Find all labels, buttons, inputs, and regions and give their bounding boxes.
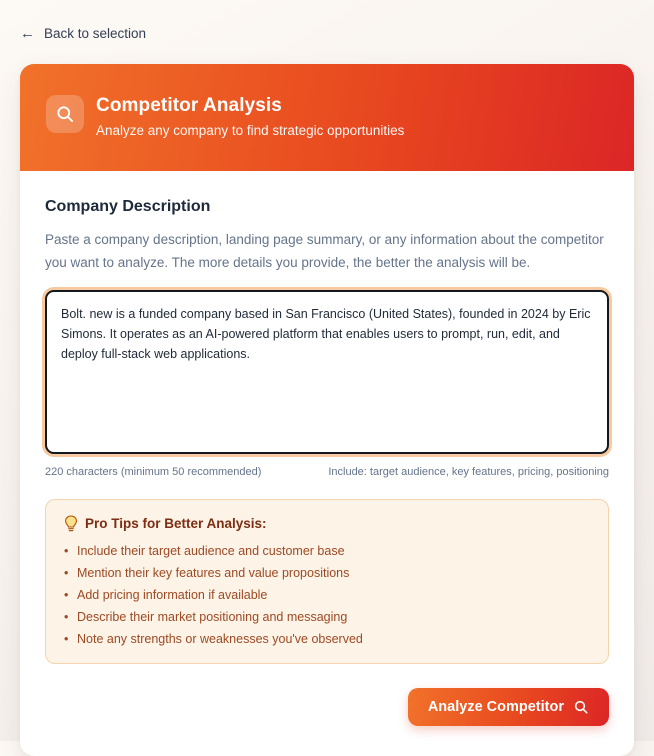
company-description-textarea[interactable] <box>45 290 609 454</box>
header-text <box>96 95 404 138</box>
list-item: • Add pricing information if available <box>64 588 590 602</box>
lightbulb-icon <box>64 515 78 532</box>
card-body <box>20 171 634 756</box>
competitor-analysis-card <box>20 64 634 756</box>
section-title: Company Description <box>45 198 211 215</box>
list-item: • Note any strengths or weaknesses you've observed <box>64 632 590 646</box>
list-item: • Mention their key features and value propositions <box>64 566 590 580</box>
page-title: Competitor Analysis <box>96 95 282 116</box>
list-item: • Describe their market positioning and messaging <box>64 610 590 624</box>
textarea-meta-row <box>45 466 609 478</box>
pro-tips-title-row <box>64 515 590 532</box>
back-to-selection-link[interactable] <box>20 26 146 41</box>
pro-tips-box <box>45 499 609 664</box>
search-icon <box>46 95 84 133</box>
analyze-button-label: Analyze Competitor <box>427 699 564 716</box>
action-row <box>45 688 609 726</box>
analyze-competitor-button[interactable] <box>408 688 609 726</box>
card-header <box>20 64 634 171</box>
pro-tips-list <box>64 544 590 646</box>
back-link-label: Back to selection <box>44 26 147 41</box>
pro-tips-title: Pro Tips for Better Analysis: <box>85 516 267 532</box>
search-icon <box>573 699 589 715</box>
section-description: Paste a company description, landing page summary, or any information about the competitor you want to analyze. The more details you provide, the better the analysis will be. <box>45 232 604 271</box>
back-arrow-icon: ← <box>20 25 35 42</box>
include-hint: Include: target audience, key features, pricing, positioning <box>328 466 609 479</box>
char-count: 220 characters (minimum 50 recommended) <box>45 466 262 479</box>
page-subtitle: Analyze any company to find strategic opportunities <box>96 123 405 138</box>
list-item: • Include their target audience and customer base <box>64 544 590 558</box>
